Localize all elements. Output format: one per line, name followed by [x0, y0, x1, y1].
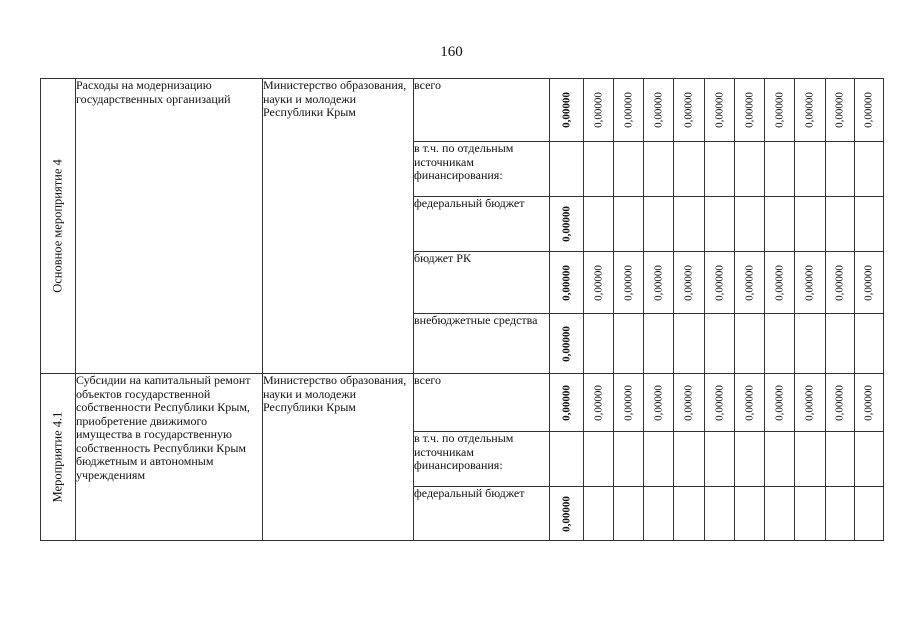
- value-cell: [614, 432, 644, 487]
- value-cell: [765, 197, 795, 252]
- funding-source: федеральный бюджет: [414, 487, 550, 541]
- value-text: 0,00000: [591, 92, 604, 128]
- value-cell: [826, 79, 855, 142]
- value-text: 0,00000: [803, 384, 816, 421]
- value-cell: [855, 142, 884, 197]
- funding-source: бюджет РК: [414, 252, 550, 314]
- value-cell: [644, 142, 674, 197]
- value-cell: [826, 374, 855, 432]
- value-cell: [550, 197, 584, 252]
- value-cell: [765, 252, 795, 314]
- value-cell: [674, 374, 705, 432]
- value-cell: [765, 487, 795, 541]
- value-text: 0,00000: [559, 92, 572, 128]
- value-cell: [735, 252, 765, 314]
- value-cell: [826, 197, 855, 252]
- value-text: 0,00000: [651, 264, 664, 301]
- value-cell: [550, 487, 584, 541]
- value-cell: [705, 142, 735, 197]
- section-description: Субсидии на капитальный ремонт объектов государственной собственности Республики Крым, приобретение движимого имущества в государственную собственность Республики Крым бюджетным и автономным учреждениям: [76, 374, 263, 541]
- value-cell: [735, 142, 765, 197]
- page-number: 160: [440, 44, 463, 60]
- value-cell: [614, 314, 644, 374]
- value-cell: [614, 487, 644, 541]
- value-cell: [735, 79, 765, 142]
- value-cell: [795, 374, 826, 432]
- value-text: 0,00000: [682, 264, 695, 301]
- value-cell: [584, 314, 614, 374]
- value-cell: [826, 252, 855, 314]
- value-cell: [795, 79, 826, 142]
- value-cell: [644, 487, 674, 541]
- value-cell: [795, 432, 826, 487]
- value-cell: [795, 197, 826, 252]
- value-cell: [855, 432, 884, 487]
- value-cell: [735, 487, 765, 541]
- value-cell: [550, 374, 584, 432]
- value-cell: [584, 487, 614, 541]
- value-cell: [855, 374, 884, 432]
- value-cell: [735, 314, 765, 374]
- value-cell: [584, 374, 614, 432]
- value-text: 0,00000: [559, 325, 572, 362]
- table-row: [41, 374, 903, 432]
- value-cell: [765, 314, 795, 374]
- value-cell: [705, 79, 735, 142]
- value-text: 0,00000: [712, 384, 725, 421]
- value-text: 0,00000: [862, 92, 875, 128]
- value-text: 0,00000: [559, 264, 572, 301]
- funding-source: всего: [414, 374, 550, 432]
- value-cell: [644, 197, 674, 252]
- value-text: 0,00000: [651, 384, 664, 421]
- value-cell: [584, 252, 614, 314]
- value-text: 0,00000: [559, 206, 572, 242]
- value-cell: [550, 142, 584, 197]
- value-cell: [735, 374, 765, 432]
- value-cell: [550, 79, 584, 142]
- value-cell: [735, 197, 765, 252]
- value-text: 0,00000: [682, 384, 695, 421]
- value-cell: [644, 79, 674, 142]
- value-cell: [614, 374, 644, 432]
- value-cell: [795, 314, 826, 374]
- value-cell: [855, 314, 884, 374]
- value-text: 0,00000: [742, 92, 755, 128]
- value-cell: [644, 432, 674, 487]
- funding-source: в т.ч. по отдельным источникам финансирования:: [414, 142, 550, 197]
- section-description: Расходы на модернизацию государственных организаций: [76, 79, 263, 374]
- value-cell: [614, 142, 644, 197]
- value-cell: [826, 142, 855, 197]
- value-text: 0,00000: [559, 384, 572, 421]
- value-text: 0,00000: [559, 495, 572, 532]
- value-text: 0,00000: [591, 264, 604, 301]
- value-text: 0,00000: [651, 92, 664, 128]
- value-cell: [855, 79, 884, 142]
- value-text: 0,00000: [621, 384, 634, 421]
- value-text: 0,00000: [772, 384, 785, 421]
- value-text: 0,00000: [742, 264, 755, 301]
- funding-source: внебюджетные средства: [414, 314, 550, 374]
- value-cell: [705, 252, 735, 314]
- value-cell: [765, 432, 795, 487]
- value-cell: [765, 79, 795, 142]
- value-cell: [795, 487, 826, 541]
- value-cell: [674, 487, 705, 541]
- value-text: 0,00000: [772, 92, 785, 128]
- value-cell: [705, 374, 735, 432]
- budget-table: [40, 78, 903, 541]
- value-cell: [674, 314, 705, 374]
- value-cell: [674, 197, 705, 252]
- value-cell: [644, 374, 674, 432]
- value-text: 0,00000: [862, 384, 875, 421]
- value-text: 0,00000: [772, 264, 785, 301]
- value-cell: [584, 79, 614, 142]
- value-cell: [735, 432, 765, 487]
- value-text: 0,00000: [682, 92, 695, 128]
- value-cell: [550, 252, 584, 314]
- value-cell: [855, 487, 884, 541]
- section-executor: Министерство образования, науки и молодежи Республики Крым: [263, 79, 414, 374]
- value-cell: [826, 487, 855, 541]
- value-text: 0,00000: [712, 92, 725, 128]
- value-cell: [705, 197, 735, 252]
- value-cell: [765, 142, 795, 197]
- value-text: 0,00000: [621, 92, 634, 128]
- funding-source: всего: [414, 79, 550, 142]
- value-cell: [674, 142, 705, 197]
- value-cell: [795, 252, 826, 314]
- value-cell: [855, 252, 884, 314]
- funding-source: федеральный бюджет: [414, 197, 550, 252]
- value-cell: [705, 432, 735, 487]
- value-text: 0,00000: [803, 92, 816, 128]
- value-text: 0,00000: [833, 92, 846, 128]
- section-label: Мероприятие 4.1: [41, 374, 76, 541]
- section-label: Основное мероприятие 4: [41, 79, 76, 374]
- value-cell: [705, 314, 735, 374]
- value-cell: [644, 252, 674, 314]
- value-text: 0,00000: [803, 264, 816, 301]
- value-cell: [614, 79, 644, 142]
- value-cell: [795, 142, 826, 197]
- value-cell: [550, 432, 584, 487]
- value-text: 0,00000: [591, 384, 604, 421]
- section-executor: Министерство образования, науки и молодежи Республики Крым: [263, 374, 414, 541]
- value-cell: [855, 197, 884, 252]
- value-cell: [826, 314, 855, 374]
- funding-source: в т.ч. по отдельным источникам финансирования:: [414, 432, 550, 487]
- table-row: [41, 79, 903, 142]
- value-cell: [674, 79, 705, 142]
- value-cell: [765, 374, 795, 432]
- value-text: 0,00000: [833, 384, 846, 421]
- value-cell: [550, 314, 584, 374]
- value-cell: [614, 197, 644, 252]
- value-cell: [614, 252, 644, 314]
- value-text: 0,00000: [833, 264, 846, 301]
- value-text: 0,00000: [742, 384, 755, 421]
- value-cell: [584, 197, 614, 252]
- value-cell: [644, 314, 674, 374]
- value-cell: [584, 432, 614, 487]
- value-cell: [584, 142, 614, 197]
- value-text: 0,00000: [712, 264, 725, 301]
- value-cell: [674, 252, 705, 314]
- value-cell: [674, 432, 705, 487]
- value-text: 0,00000: [621, 264, 634, 301]
- value-cell: [705, 487, 735, 541]
- value-cell: [826, 432, 855, 487]
- value-text: 0,00000: [862, 264, 875, 301]
